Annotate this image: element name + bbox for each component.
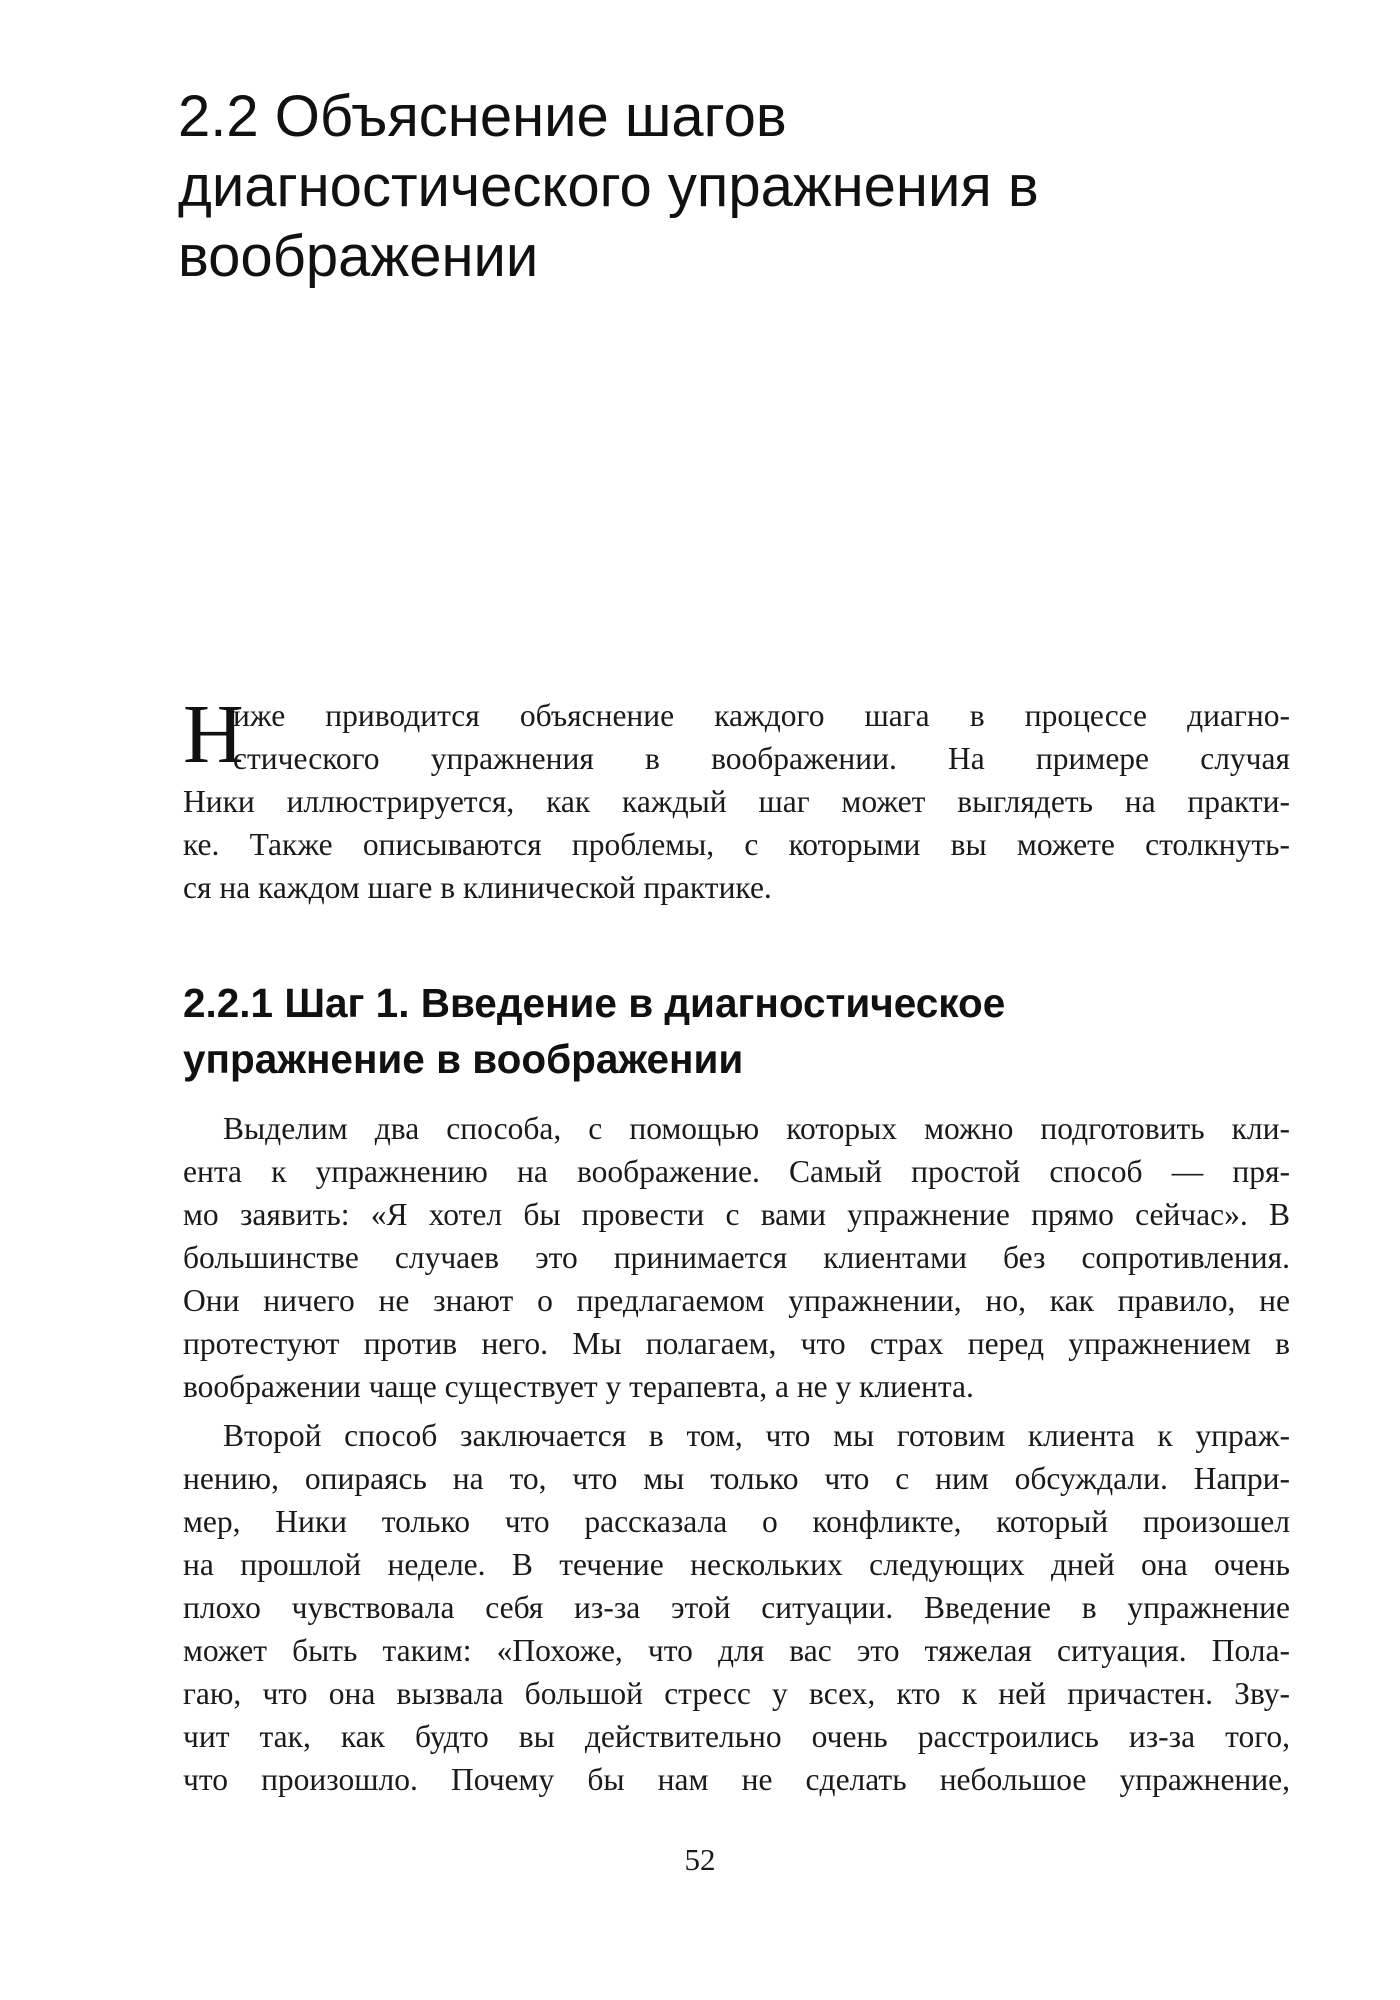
paragraph-line: чит так, как будто вы действительно очень расстроились из-за того,: [183, 1719, 1290, 1754]
paragraph-line: мер, Ники только что рассказала о конфликте, который произошел: [183, 1504, 1290, 1539]
paragraph-line: нению, опираясь на то, что мы только что с ним обсуждали. Напри-: [183, 1461, 1290, 1496]
paragraph-line: иже приводится объяснение каждого шага в процессе диагно-: [233, 698, 1290, 733]
intro-paragraph: [183, 688, 1290, 909]
paragraph-line: на прошлой неделе. В течение нескольких следующих дней она очень: [183, 1547, 1290, 1582]
paragraph-line: может быть таким: «Похоже, что для вас это тяжелая ситуация. Пола-: [183, 1633, 1290, 1668]
paragraph-line: ке. Также описываются проблемы, с которыми вы можете столкнуть-: [183, 827, 1290, 862]
paragraph-line: Выделим два способа, с помощью которых можно подготовить кли-: [223, 1111, 1290, 1146]
paragraph-line: мо заявить: «Я хотел бы провести с вами упражнение прямо сейчас». В: [183, 1197, 1290, 1232]
paragraph-line: стического упражнения в воображении. На примере случая: [233, 741, 1290, 776]
chapter-title-line: воображении: [178, 224, 539, 289]
paragraph-line: ся на каждом шаге в клинической практике.: [183, 870, 772, 905]
paragraph-line: гаю, что она вызвала большой стресс у всех, кто к ней причастен. Зву-: [183, 1676, 1290, 1711]
paragraph-line: Ники иллюстрируется, как каждый шаг может выглядеть на практи-: [183, 784, 1290, 819]
paragraph-line: большинстве случаев это принимается клиентами без сопротивления.: [183, 1240, 1290, 1275]
intro-dropcap: Н: [183, 688, 244, 781]
section-heading-line: упражнение в воображении: [183, 1036, 744, 1082]
body-paragraph-1: [183, 1107, 1290, 1408]
paragraph-line: протестуют против него. Мы полагаем, что страх перед упражнением в: [183, 1326, 1290, 1361]
paragraph-line: что произошло. Почему бы нам не сделать небольшое упражнение,: [183, 1762, 1290, 1797]
section-heading: [183, 975, 1283, 1087]
paragraph-line: плохо чувствовала себя из-за этой ситуации. Введение в упражнение: [183, 1590, 1290, 1625]
page-number: 52: [684, 1842, 716, 1877]
paragraph-line: Второй способ заключается в том, что мы готовим клиента к упраж-: [223, 1418, 1290, 1453]
chapter-title: [178, 82, 1178, 292]
paragraph-line: Они ничего не знают о предлагаемом упражнении, но, как правило, не: [183, 1283, 1290, 1318]
chapter-title-line: 2.2 Объяснение шагов: [178, 84, 787, 149]
chapter-title-line: диагностического упражнения в: [178, 154, 1039, 219]
paragraph-line: воображении чаще существует у терапевта, а не у клиента.: [183, 1369, 974, 1404]
paragraph-line: ента к упражнению на воображение. Самый простой способ — пря-: [183, 1154, 1290, 1189]
body-paragraph-2: [183, 1414, 1290, 1801]
section-heading-line: 2.2.1 Шаг 1. Введение в диагностическое: [183, 980, 1006, 1026]
